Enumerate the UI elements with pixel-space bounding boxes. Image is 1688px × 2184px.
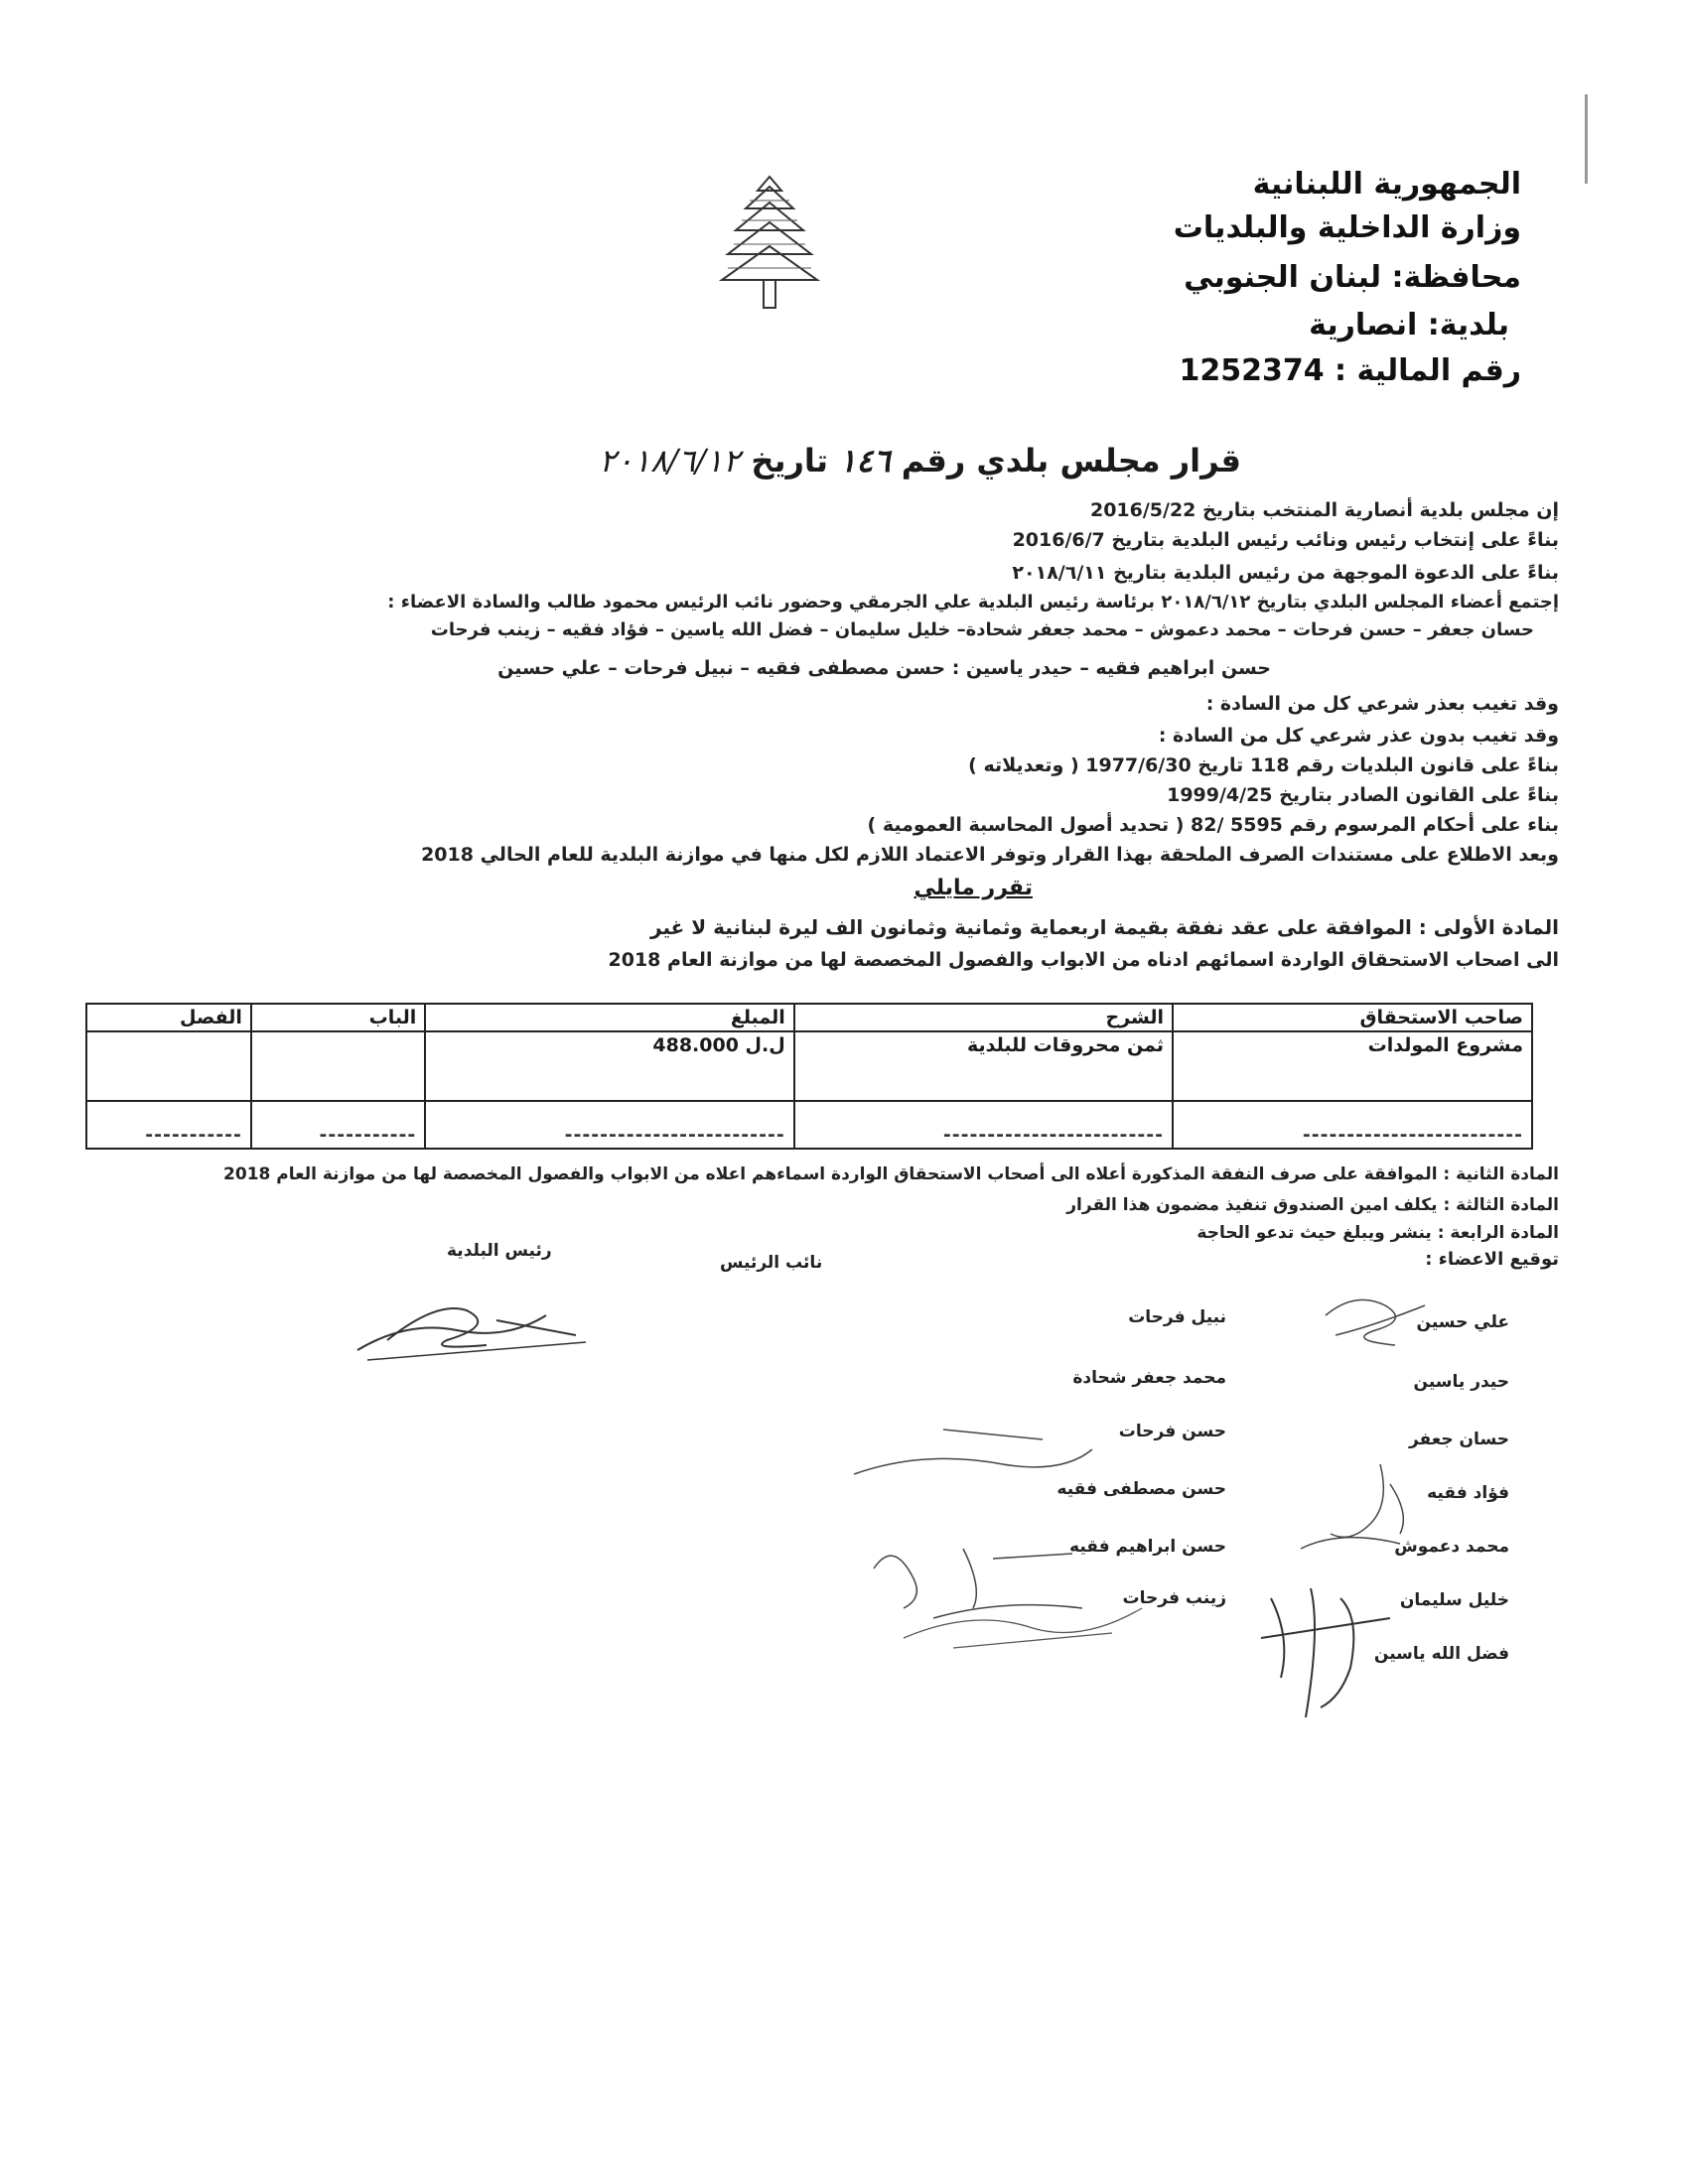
expense-table [85,1003,1533,1150]
preamble-line: إن مجلس بلدية أنصارية المنتخب بتاريخ 2016/5/22 [1089,499,1559,521]
preamble-line: بناء على أحكام المرسوم رقم 5595 /82 ( تحديد أصول المحاسبة العمومية ) [867,814,1559,836]
dash-cell: ------------------------- [425,1101,793,1149]
vice-president-label: نائب الرئيس [720,1253,823,1273]
title-date-label: تاريخ [751,442,828,479]
article-three: المادة الثالثة : يكلف امين الصندوق تنفيذ مضمون هذا القرار [1066,1195,1559,1215]
article-four: المادة الرابعة : ينشر ويبلغ حيث تدعو الحاجة [1196,1223,1559,1243]
member-name: خليل سليمان [1399,1590,1509,1610]
cell-section [86,1031,251,1101]
member-name: محمد جعفر شحادة [1072,1368,1226,1388]
dash-cell: ----------- [86,1101,251,1149]
member-name: حسن مصطفى فقيه [1056,1479,1226,1499]
preamble-line: بناءً على إنتخاب رئيس ونائب رئيس البلدية بتاريخ 2016/6/7 [1012,529,1559,551]
title-main: قرار مجلس بلدي رقم [901,442,1241,479]
header-section: الفصل [86,1004,251,1031]
article-two: المادة الثانية : الموافقة على صرف النفقة المذكورة أعلاه الى أصحاب الاستحقاق الواردة اسماءهم اعلاه من الابواب والفصول المخصصة لها من موازنة العام 2018 [223,1164,1559,1184]
member-name: فضل الله ياسين [1373,1644,1509,1664]
dash-cell: ------------------------- [1173,1101,1532,1149]
table-row [86,1031,1532,1101]
present-members: حسان جعفر – حسن فرحات – محمد دعموش – محمد جعفر شحادة– خليل سليمان – فضل الله ياسين – فؤاد فقيه – زينب فرحات [430,619,1534,640]
preamble-line: وقد تغيب بدون عذر شرعي كل من السادة : [1158,725,1559,747]
municipality-heading: بلدية: انصارية [1309,308,1509,342]
member-signature [1316,1286,1435,1355]
member-name: حيدر ياسين [1413,1372,1509,1392]
preamble-line: بناءً على قانون البلديات رقم 118 تاريخ 1977/6/30 ( وتعديلاته ) [968,754,1559,776]
dash-cell: ------------------------- [794,1101,1173,1149]
dash-cell: ----------- [251,1101,425,1149]
title-number: ١٤٦ [839,442,891,479]
member-name: حسن ابراهيم فقيه [1069,1537,1226,1557]
members-signature-label: توقيع الاعضاء : [1425,1249,1559,1270]
present-members: حسن ابراهيم فقيه – حيدر ياسين : حسن مصطفى فقيه – نبيل فرحات – علي حسين [497,657,1271,679]
cell-chapter [251,1031,425,1101]
table-row [86,1101,1532,1149]
cell-amount: 488.000 ل.ل [425,1031,793,1101]
governorate-heading: محافظة: لبنان الجنوبي [1184,260,1521,295]
member-signature [1251,1578,1410,1727]
preamble-line: بناءً على الدعوة الموجهة من رئيس البلدية بتاريخ ٢٠١٨/٦/١١ [1012,562,1559,584]
member-signature [894,1588,1152,1658]
member-name: زينب فرحات [1122,1588,1226,1608]
decision-heading: تقرر مايلي [914,876,1033,900]
member-name: نبيل فرحات [1128,1307,1226,1327]
member-signature [1281,1454,1430,1564]
president-label: رئيس البلدية [447,1241,552,1261]
title-date: ٢٠١٨/٦/١٢ [599,442,741,479]
president-signature [348,1281,596,1370]
finance-number-line [1179,353,1521,388]
preamble-line: وقد تغيب بعذر شرعي كل من السادة : [1205,693,1559,715]
member-signature [844,1420,1102,1499]
header-description: الشرح [794,1004,1173,1031]
header-amount: المبلغ [425,1004,793,1031]
table-header-row [86,1004,1532,1031]
member-name: محمد دعموش [1394,1537,1509,1557]
republic-heading: الجمهورية اللبنانية [1252,167,1521,202]
preamble-line: وبعد الاطلاع على مستندات الصرف الملحقة بهذا القرار وتوفر الاعتماد اللازم لكل منها في موازنة البلدية للعام الحالي 2018 [421,844,1559,866]
preamble-line: إجتمع أعضاء المجلس البلدي بتاريخ ٢٠١٨/٦/١٢ برئاسة رئيس البلدية علي الجرمقي وحضور نائب الرئيس محمود طالب والسادة الاعضاء : [387,592,1559,613]
finance-number: 1252374 [1179,353,1325,388]
cell-beneficiary: مشروع المولدات [1173,1031,1532,1101]
article-one: المادة الأولى : الموافقة على عقد نفقة بقيمة اربعماية وثمانية وثمانون الف ليرة لبنانية لا غير [650,915,1559,939]
member-name: فؤاد فقيه [1427,1483,1509,1503]
article-one-cont: الى اصحاب الاستحقاق الواردة اسمائهم ادناه من الابواب والفصول المخصصة لها من موازنة العام 2018 [608,949,1559,971]
cell-description: ثمن محروقات للبلدية [794,1031,1173,1101]
ministry-heading: وزارة الداخلية والبلديات [1173,210,1521,245]
preamble-line: بناءً على القانون الصادر بتاريخ 1999/4/25 [1167,784,1559,806]
member-name: حسن فرحات [1118,1422,1226,1441]
member-name: علي حسين [1416,1312,1509,1332]
finance-label: رقم المالية : [1335,353,1521,388]
header-chapter: الباب [251,1004,425,1031]
header-beneficiary: صاحب الاستحقاق [1173,1004,1532,1031]
cedar-emblem-icon [710,169,829,318]
scan-edge-mark [1585,94,1588,184]
member-name: حسان جعفر [1408,1430,1509,1449]
decision-title [599,442,1241,479]
